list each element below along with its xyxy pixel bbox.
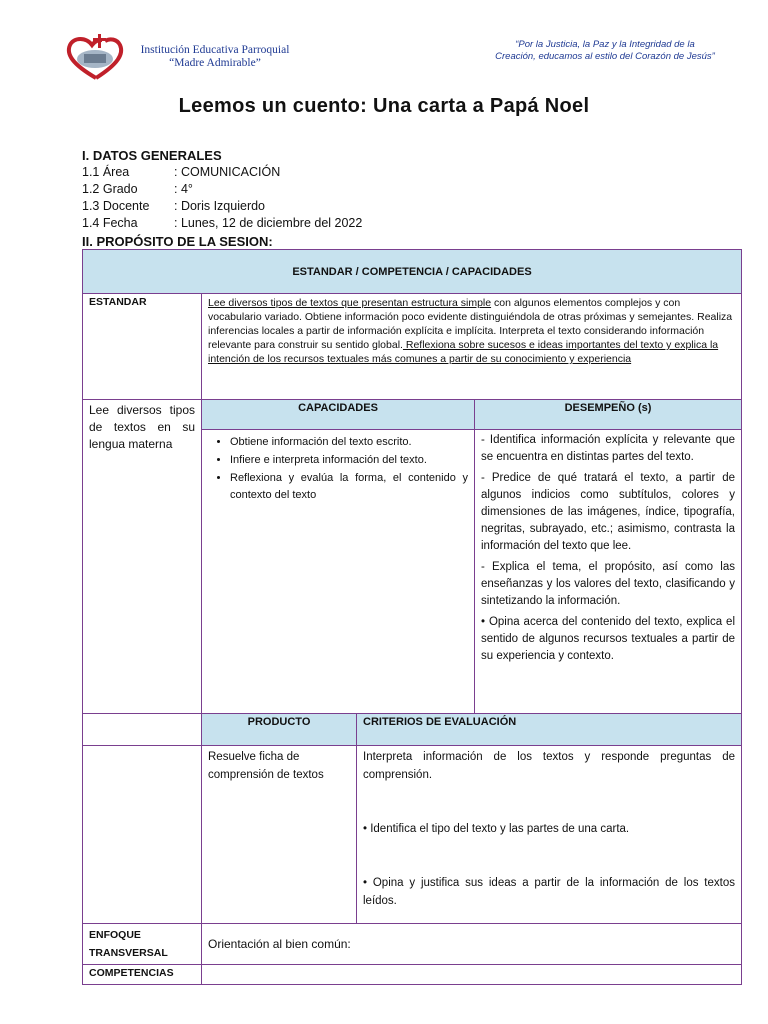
empty-cell	[83, 746, 202, 924]
competencias-row	[83, 965, 742, 985]
motto-line-2: Creación, educamos al estilo del Corazón de Jesús”	[495, 51, 715, 62]
competencias-label: COMPETENCIAS	[83, 965, 202, 985]
desempeno-header: DESEMPEÑO (s)	[475, 400, 742, 430]
datos-value: : Lunes, 12 de diciembre del 2022	[174, 216, 363, 230]
datos-heading: I. DATOS GENERALES	[82, 148, 222, 163]
institution-name	[135, 44, 295, 70]
competencia-text: Lee diversos tipos de textos en su lengua materna	[83, 400, 202, 714]
list-item: • Infiere e interpreta información del texto.	[230, 452, 468, 469]
criterios-header: CRITERIOS DE EVALUACIÓN	[357, 714, 742, 746]
page-title: Leemos un cuento: Una carta a Papá Noel	[178, 95, 590, 117]
desempeno-item: - Explica el tema, el propósito, así como las enseñanzas y los valores del texto, clasificando y sintetizando la información.	[481, 561, 735, 607]
estandar-row	[83, 294, 742, 400]
estandar-text-part-2: con algunos elementos complejos y con vocabulario variado. Obtiene información poco evidente distinguiéndola de otras próximas y semejantes. Realiza inferencias locales a partir de información explícita e implícita. Interpreta el texto considerando información relevante para construir su sentido global.	[208, 297, 733, 351]
empty-cell	[83, 714, 202, 746]
criterio-item: • Opina y justifica sus ideas a partir de la información de los textos leídos.	[363, 877, 735, 907]
desempeno-item: • Opina acerca del contenido del texto, explica el sentido de algunos recursos textuales a partir de su experiencia y contexto.	[481, 616, 735, 662]
datos-label: 1.1 Área	[82, 165, 130, 179]
institution-line-1: Institución Educativa Parroquial	[140, 44, 290, 56]
desempenos-cell	[475, 430, 742, 714]
list-item: • Obtiene información del texto escrito.	[230, 434, 468, 451]
estandar-text	[202, 294, 742, 400]
proposito-table	[82, 249, 742, 985]
institution-line-2: “Madre Admirable”	[169, 57, 261, 69]
capacidades-cell	[202, 430, 475, 714]
datos-generales	[82, 147, 362, 232]
datos-row-docente	[82, 198, 362, 215]
proposito-heading: II. PROPÓSITO DE LA SESION:	[82, 234, 273, 249]
datos-value: : 4°	[174, 182, 193, 196]
table-header-row	[83, 250, 742, 294]
datos-row-area	[82, 164, 362, 181]
producto-header: PRODUCTO	[202, 714, 357, 746]
enfoque-value: Orientación al bien común:	[202, 924, 742, 965]
datos-value: : COMUNICACIÓN	[174, 165, 281, 179]
motto-line-1: “Por la Justicia, la Paz y la Integridad de la	[515, 39, 695, 50]
datos-value: : Doris Izquierdo	[174, 199, 266, 213]
capacidades-header: CAPACIDADES	[202, 400, 475, 430]
criterio-item: • Identifica el tipo del texto y las partes de una carta.	[363, 823, 630, 835]
institution-motto	[475, 39, 735, 63]
desempeno-item: - Identifica información explícita y relevante que se encuentra en distintas partes del texto.	[481, 434, 735, 463]
capacidades-header-row	[83, 400, 742, 430]
desempeno-item: - Predice de qué tratará el texto, a partir de algunos indicios como subtítulos, colores y dimensiones de las imágenes, índice, tipografía, negritas, subrayado, etc.; asimismo, contrasta la información del texto que lee.	[481, 472, 735, 552]
datos-row-fecha	[82, 215, 362, 232]
estandar-label: ESTANDAR	[83, 294, 202, 400]
producto-text: Resuelve ficha de comprensión de textos	[202, 746, 357, 924]
producto-header-row	[83, 714, 742, 746]
document-header	[0, 0, 768, 90]
sacred-heart-logo-icon	[62, 32, 130, 82]
capacidades-list	[208, 434, 468, 504]
producto-row	[83, 746, 742, 924]
estandar-text-part-1: Lee diversos tipos de textos que presentan estructura simple	[208, 297, 492, 309]
enfoque-row	[83, 924, 742, 965]
enfoque-label: ENFOQUE TRANSVERSAL	[83, 924, 202, 965]
datos-row-grado	[82, 181, 362, 198]
table-main-header: ESTANDAR / COMPETENCIA / CAPACIDADES	[83, 250, 742, 294]
datos-label: 1.2 Grado	[82, 182, 138, 196]
criterio-item: Interpreta información de los textos y responde preguntas de comprensión.	[363, 751, 735, 781]
datos-label: 1.3 Docente	[82, 199, 150, 213]
estandar-text-part-3: Reflexiona sobre sucesos e ideas importantes del texto y explica la intención de los recursos textuales más comunes a partir de su conocimiento y experiencia	[208, 339, 719, 365]
list-item: • Reflexiona y evalúa la forma, el contenido y contexto del texto	[230, 470, 468, 504]
criterios-cell	[357, 746, 742, 924]
competencias-value	[202, 965, 742, 985]
datos-label: 1.4 Fecha	[82, 216, 138, 230]
